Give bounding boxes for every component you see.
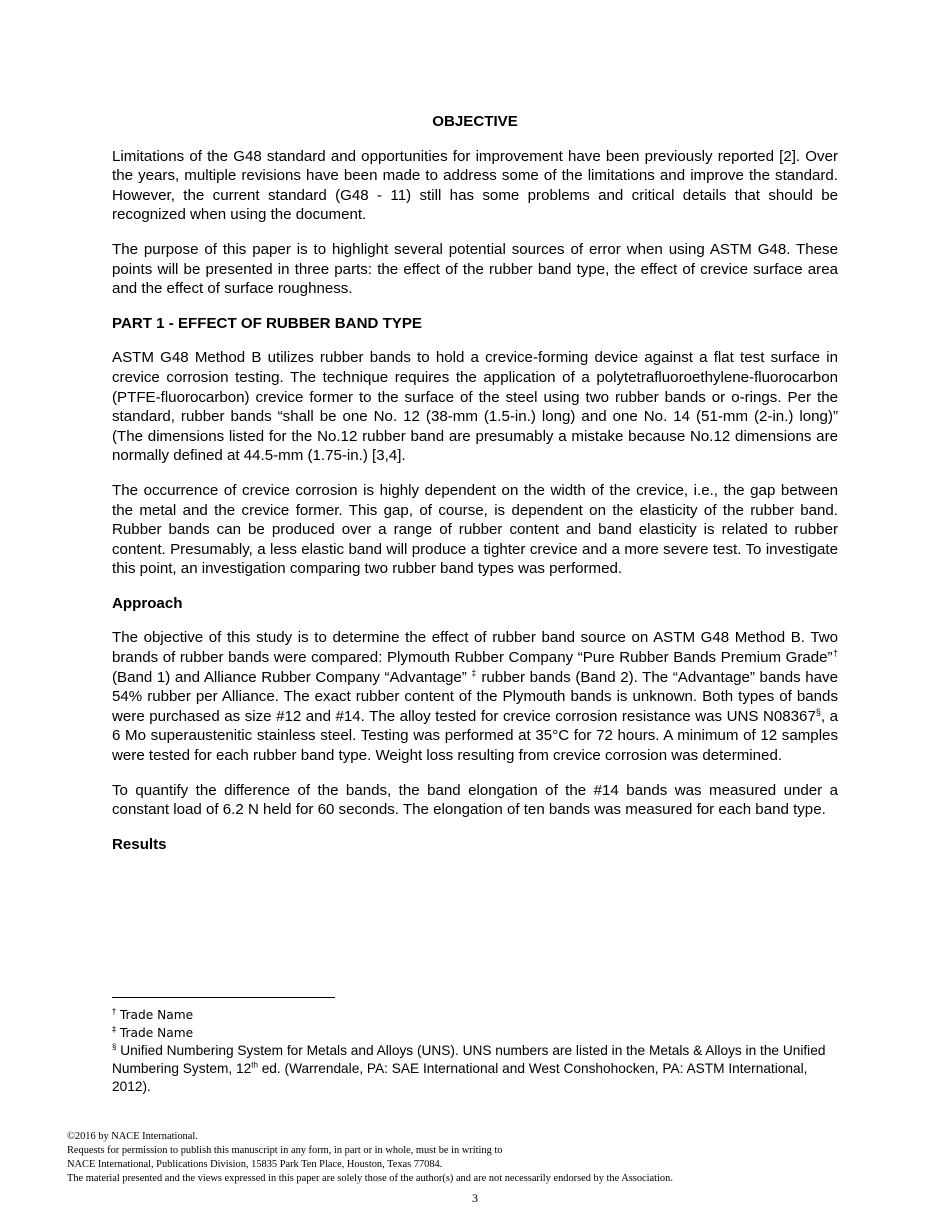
footnote-2 xyxy=(112,1024,838,1042)
approach-text-d: , a 6 Mo superaustenitic stainless steel. Testing was performed at 35°C for 72 hours. A minimum of 12 samples were tested for each rubber band type. Weight loss resulting from crevice corrosion was determined. xyxy=(112,707,838,765)
objective-paragraph-2: The purpose of this paper is to highlight several potential sources of error when using ASTM G48. These points will be presented in three parts: the effect of the rubber band type, the effect of crevice surface area and the effect of surface roughness. xyxy=(112,240,838,298)
footnote-1-mark: † xyxy=(112,1006,116,1016)
footnote-3-mark: § xyxy=(112,1042,117,1052)
footnote-divider xyxy=(112,997,335,998)
footnote-ref-dagger: † xyxy=(832,648,838,659)
footer-line-4: The material presented and the views expressed in this paper are solely those of the author(s) and are not necessarily endorsed by the Association. xyxy=(67,1172,673,1184)
footer-line-1: ©2016 by NACE International. xyxy=(67,1131,198,1142)
approach-text-b: (Band 1) and Alliance Rubber Company “Advantage” xyxy=(112,668,472,686)
approach-heading: Approach xyxy=(112,594,183,612)
part1-paragraph-2: The occurrence of crevice corrosion is highly dependent on the width of the crevice, i.e., the gap between the metal and the crevice former. This gap, of course, is dependent on the elasticity of the rubber band. Rubber bands can be produced over a range of rubber content and band elasticity is related to rubber content. Presumably, a less elastic band will produce a tighter crevice and a more severe test. To investigate this point, an investigation comparing two rubber band types was performed. xyxy=(112,481,838,578)
footnote-3-text-b: ed. (Warrendale, PA: SAE International and West Conshohocken, PA: ASTM International, 2012). xyxy=(112,1061,808,1095)
approach-text-c: rubber bands (Band 2). The “Advantage” bands have 54% rubber per Alliance. The exact rubber content of the Plymouth bands is unknown. Both types of bands were purchased as size #12 and #14. The alloy tested for crevice corrosion resistance was UNS N08367 xyxy=(112,668,838,725)
page-number: 3 xyxy=(472,1191,478,1205)
approach-paragraph-2: To quantify the difference of the bands, the band elongation of the #14 bands was measured under a constant load of 6.2 N held for 60 seconds. The elongation of ten bands was measured for each band type. xyxy=(112,781,838,819)
footnote-1 xyxy=(112,1006,838,1024)
main-content xyxy=(112,112,838,869)
approach-text-a: The objective of this study is to determine the effect of rubber band source on ASTM G48 Method B. Two brands of rubber bands were compared: Plymouth Rubber Company “Pure Rubber Bands Premium Grade” xyxy=(112,629,838,667)
footnote-1-text: Trade Name xyxy=(116,1008,194,1022)
part1-heading: PART 1 - EFFECT OF RUBBER BAND TYPE xyxy=(112,314,422,332)
footnote-3-ordinal: th xyxy=(251,1060,258,1070)
copyright-footer xyxy=(67,1130,887,1186)
objective-heading: OBJECTIVE xyxy=(432,113,518,130)
results-heading: Results xyxy=(112,835,167,853)
footnote-2-mark: ‡ xyxy=(112,1024,116,1034)
footnote-3-text-a: Unified Numbering System for Metals and Alloys (UNS). UNS numbers are listed in the Metals & Alloys in the Unified Numbering System, 12 xyxy=(112,1043,826,1077)
objective-paragraph-1: Limitations of the G48 standard and opportunities for improvement have been previously reported [2]. Over the years, multiple revisions have been made to address some of the limitations and improve the standard. However, the current standard (G48 - 11) still has some problems and critical details that should be recognized when using the document. xyxy=(112,147,838,224)
approach-paragraph-1 xyxy=(112,628,838,765)
footnote-ref-section: § xyxy=(815,706,821,717)
footnote-2-text: Trade Name xyxy=(116,1026,194,1040)
footnote-3 xyxy=(112,1042,838,1097)
footnote-ref-double-dagger: ‡ xyxy=(471,667,477,678)
footnotes xyxy=(112,1006,838,1097)
part1-paragraph-1: ASTM G48 Method B utilizes rubber bands to hold a crevice-forming device against a flat test surface in crevice corrosion testing. The technique requires the application of a polytetrafluoroethylene-fluorocarbon (PTFE-fluorocarbon) crevice former to the surface of the steel using two rubber bands or o-rings. Per the standard, rubber bands “shall be one No. 12 (38-mm (1.5-in.) long) and one No. 14 (51-mm (2-in.) long)” (The dimensions listed for the No.12 rubber band are presumably a mistake because No.12 dimensions are normally defined at 44.5-mm (1.75-in.) [3,4]. xyxy=(112,349,838,465)
footer-line-2: Requests for permission to publish this manuscript in any form, in part or in whole, must be in writing to xyxy=(67,1144,503,1156)
footer-line-3: NACE International, Publications Division, 15835 Park Ten Place, Houston, Texas 77084. xyxy=(67,1158,443,1170)
